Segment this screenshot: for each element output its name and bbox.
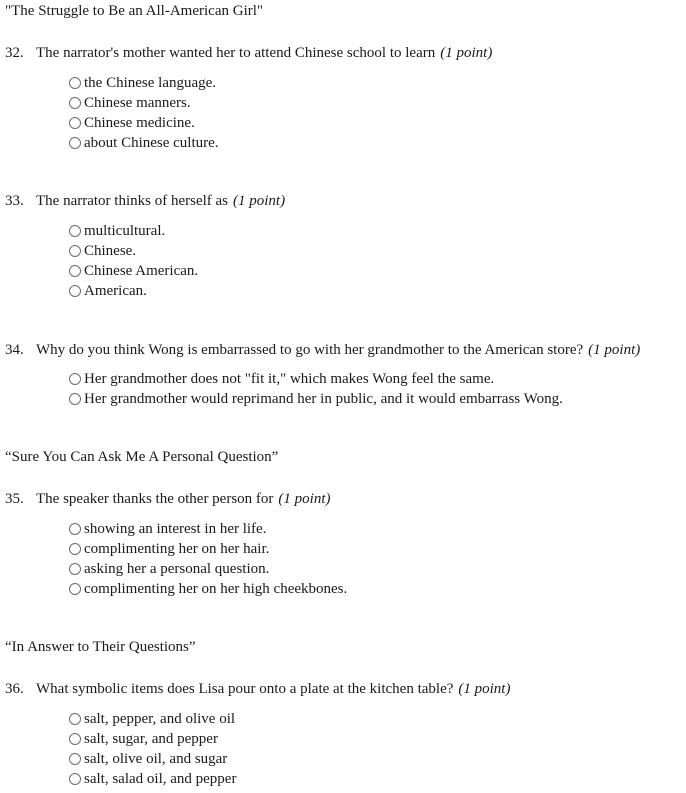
answer-option[interactable]: [69, 93, 191, 113]
question-points: (1 point): [458, 681, 511, 697]
radio-button[interactable]: [69, 713, 81, 725]
answer-option[interactable]: [69, 579, 347, 599]
answer-option[interactable]: [69, 133, 219, 153]
option-label[interactable]: about Chinese culture.: [84, 135, 219, 151]
question-text: [36, 679, 510, 699]
radio-button[interactable]: [69, 77, 81, 89]
radio-button[interactable]: [69, 117, 81, 129]
radio-button[interactable]: [69, 583, 81, 595]
option-label[interactable]: complimenting her on her high cheekbones.: [84, 581, 348, 597]
answer-option[interactable]: [69, 749, 227, 769]
answer-option[interactable]: [69, 709, 235, 729]
option-label[interactable]: showing an interest in her life.: [84, 521, 267, 537]
option-label[interactable]: salt, salad oil, and pepper: [84, 771, 237, 787]
option-label[interactable]: Her grandmother would reprimand her in public, and it would embarrass Wong.: [84, 391, 563, 407]
option-label[interactable]: American.: [84, 283, 147, 299]
answer-option[interactable]: [69, 113, 195, 133]
option-label[interactable]: multicultural.: [84, 223, 166, 239]
question-number: 35.: [5, 491, 24, 507]
radio-button[interactable]: [69, 733, 81, 745]
answer-option[interactable]: [69, 389, 563, 409]
answer-option[interactable]: [69, 539, 269, 559]
section-title: "The Struggle to Be an All-American Girl": [5, 3, 264, 19]
question-number: 32.: [5, 45, 24, 61]
radio-button[interactable]: [69, 245, 81, 257]
radio-button[interactable]: [69, 225, 81, 237]
radio-button[interactable]: [69, 543, 81, 555]
radio-button[interactable]: [69, 773, 81, 785]
option-label[interactable]: salt, sugar, and pepper: [84, 731, 218, 747]
answer-option[interactable]: [69, 519, 266, 539]
radio-button[interactable]: [69, 563, 81, 575]
radio-button[interactable]: [69, 393, 81, 405]
question-points: (1 point): [588, 342, 641, 358]
radio-button[interactable]: [69, 285, 81, 297]
question-points: (1 point): [233, 193, 286, 209]
question-text: [36, 43, 492, 63]
question-points: (1 point): [440, 45, 493, 61]
question-text: [36, 191, 285, 211]
option-label[interactable]: Chinese manners.: [84, 95, 191, 111]
question-prompt: What symbolic items does Lisa pour onto a plate at the kitchen table?: [36, 681, 454, 697]
question-prompt: The speaker thanks the other person for: [36, 491, 274, 507]
section-title: “In Answer to Their Questions”: [5, 639, 196, 655]
question-number: 34.: [5, 342, 24, 358]
answer-option[interactable]: [69, 73, 216, 93]
radio-button[interactable]: [69, 97, 81, 109]
option-label[interactable]: salt, olive oil, and sugar: [84, 751, 228, 767]
option-label[interactable]: Her grandmother does not "fit it," which makes Wong feel the same.: [84, 371, 495, 387]
section-title: “Sure You Can Ask Me A Personal Question”: [5, 449, 279, 465]
radio-button[interactable]: [69, 753, 81, 765]
question-number: 36.: [5, 681, 24, 697]
answer-option[interactable]: [69, 369, 494, 389]
question-prompt: The narrator thinks of herself as: [36, 193, 229, 209]
question-number: 33.: [5, 193, 24, 209]
option-label[interactable]: the Chinese language.: [84, 75, 217, 91]
question-text: [36, 340, 640, 360]
answer-option[interactable]: [69, 559, 269, 579]
answer-option[interactable]: [69, 281, 147, 301]
radio-button[interactable]: [69, 373, 81, 385]
option-label[interactable]: salt, pepper, and olive oil: [84, 711, 236, 727]
question-prompt: The narrator's mother wanted her to attend Chinese school to learn: [36, 45, 436, 61]
radio-button[interactable]: [69, 523, 81, 535]
answer-option[interactable]: [69, 769, 236, 789]
answer-option[interactable]: [69, 221, 165, 241]
question-prompt: Why do you think Wong is embarrassed to go with her grandmother to the American store?: [36, 342, 584, 358]
answer-option[interactable]: [69, 261, 198, 281]
option-label[interactable]: complimenting her on her hair.: [84, 541, 270, 557]
option-label[interactable]: asking her a personal question.: [84, 561, 270, 577]
radio-button[interactable]: [69, 265, 81, 277]
radio-button[interactable]: [69, 137, 81, 149]
option-label[interactable]: Chinese.: [84, 243, 137, 259]
answer-option[interactable]: [69, 241, 136, 261]
option-label[interactable]: Chinese medicine.: [84, 115, 195, 131]
question-text: [36, 489, 331, 509]
option-label[interactable]: Chinese American.: [84, 263, 199, 279]
question-points: (1 point): [278, 491, 331, 507]
answer-option[interactable]: [69, 729, 218, 749]
